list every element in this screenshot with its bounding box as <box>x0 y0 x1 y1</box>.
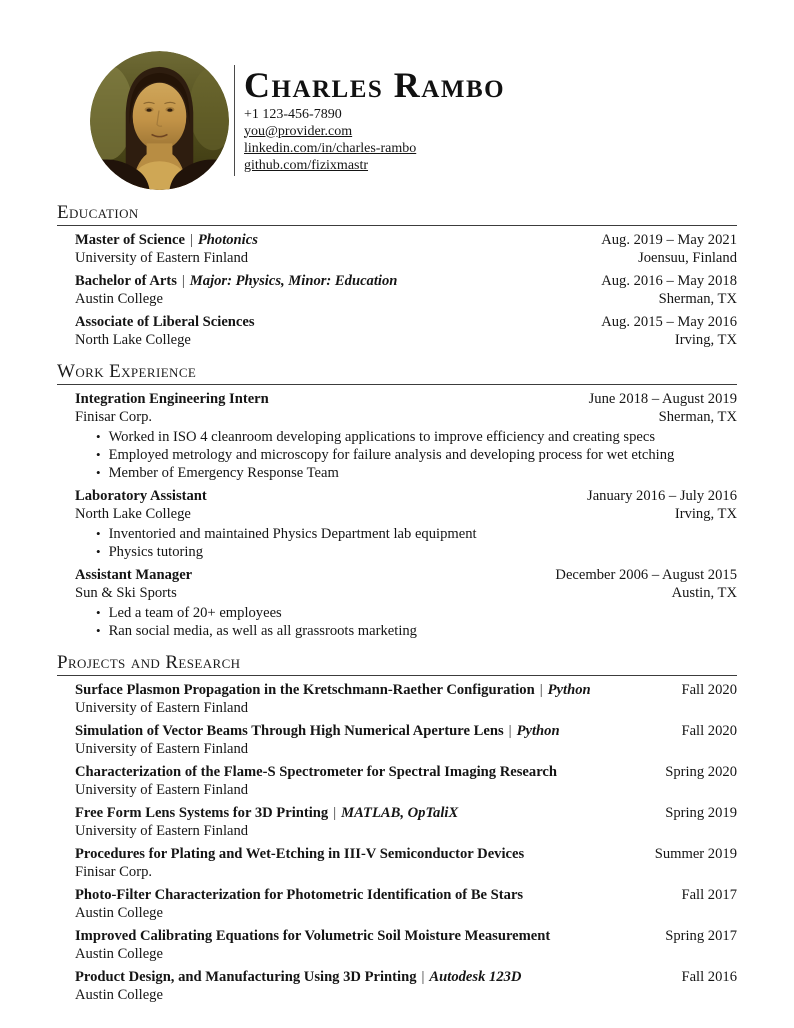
entry-header-row <box>75 232 737 250</box>
entry <box>75 488 737 561</box>
entry-subheader-row <box>75 905 737 923</box>
section-projects-and-research <box>57 652 737 1004</box>
bullet-list <box>75 604 737 640</box>
bullet-icon: • <box>96 605 101 620</box>
entry-date: Aug. 2015 – May 2016 <box>601 314 737 330</box>
entry-title: Assistant Manager <box>75 567 193 583</box>
bullet-icon: • <box>96 465 101 480</box>
entry-title-line <box>75 723 560 741</box>
bullet-text: Worked in ISO 4 cleanroom developing applications to improve efficiency and creating specs <box>108 429 656 445</box>
entry-title: Laboratory Assistant <box>75 488 207 504</box>
entry-title: Simulation of Vector Beams Through High Numerical Aperture Lens <box>75 723 504 739</box>
entry <box>75 969 737 1004</box>
bullet-icon: • <box>96 623 101 638</box>
entry-header-row <box>75 764 737 782</box>
entry-header-row <box>75 846 737 864</box>
entry-tech: Python <box>547 682 591 698</box>
entry-title-line <box>75 273 397 291</box>
bullet-item <box>96 622 737 640</box>
entry-title: Product Design, and Manufacturing Using 3D Printing <box>75 969 417 985</box>
entry-title: Integration Engineering Intern <box>75 391 269 407</box>
entry-date: Fall 2020 <box>681 723 737 739</box>
entry-organization: Finisar Corp. <box>75 408 153 425</box>
entry-title-line <box>75 846 524 864</box>
entry-date: Spring 2019 <box>665 805 737 821</box>
entry-tech: Autodesk 123D <box>429 969 522 985</box>
bullet-text: Member of Emergency Response Team <box>108 465 339 481</box>
entry-organization: Sun & Ski Sports <box>75 584 177 601</box>
bullet-item <box>96 543 737 561</box>
entry-subheader-row <box>75 987 737 1005</box>
entry-date: Aug. 2016 – May 2018 <box>601 273 737 289</box>
entry-title-line <box>75 567 192 585</box>
entry <box>75 887 737 922</box>
bullet-item <box>96 525 737 543</box>
resume-body <box>57 202 737 1004</box>
entry-organization: Austin College <box>75 945 163 962</box>
bullet-icon: • <box>96 447 101 462</box>
entry-title: Master of Science <box>75 232 185 248</box>
bullet-text: Physics tutoring <box>108 544 204 560</box>
bullet-list <box>75 428 737 482</box>
entry-title: Photo-Filter Characterization for Photometric Identification of Be Stars <box>75 887 524 903</box>
entry-subheader-row <box>75 782 737 800</box>
bullet-item <box>96 604 737 622</box>
entry-title-line <box>75 314 255 332</box>
entry-date: Fall 2016 <box>681 969 737 985</box>
entry-date: December 2006 – August 2015 <box>555 567 737 583</box>
resume-header <box>90 50 737 190</box>
entry-title: Free Form Lens Systems for 3D Printing <box>75 805 329 821</box>
section-heading: Education <box>57 202 737 226</box>
entry <box>75 314 737 349</box>
entry-subheader-row <box>75 946 737 964</box>
entry <box>75 567 737 640</box>
entry-date: Spring 2017 <box>665 928 737 944</box>
bullet-text: Inventoried and maintained Physics Department lab equipment <box>108 526 477 542</box>
entry-organization: Austin College <box>75 904 163 921</box>
entry-organization: Finisar Corp. <box>75 863 153 880</box>
entry-header-row <box>75 567 737 585</box>
bullet-text: Ran social media, as well as all grassroots marketing <box>108 623 417 639</box>
entry-location: Joensuu, Finland <box>638 249 737 266</box>
entry-title-line <box>75 682 591 700</box>
entry-title: Bachelor of Arts <box>75 273 177 289</box>
entry <box>75 723 737 758</box>
bullet-icon: • <box>96 429 101 444</box>
entry-date: Fall 2017 <box>681 887 737 903</box>
bullet-item <box>96 446 737 464</box>
entry-header-row <box>75 887 737 905</box>
entry <box>75 232 737 267</box>
bullet-icon: • <box>96 544 101 559</box>
entry <box>75 273 737 308</box>
entry-title: Improved Calibrating Equations for Volumetric Soil Moisture Measurement <box>75 928 551 944</box>
entry-title-line <box>75 928 550 946</box>
entry-title-line <box>75 232 258 250</box>
entry-organization: Austin College <box>75 986 163 1003</box>
entry-header-row <box>75 273 737 291</box>
entry-tech: Photonics <box>197 232 258 248</box>
pipe-separator: | <box>189 232 193 248</box>
entry-subheader-row <box>75 823 737 841</box>
entry <box>75 391 737 482</box>
entry-subheader-row <box>75 506 737 524</box>
entry-date: Aug. 2019 – May 2021 <box>601 232 737 248</box>
entry <box>75 764 737 799</box>
entry-title-line <box>75 391 269 409</box>
github-link[interactable]: github.com/fizixmastr <box>244 157 369 173</box>
entry-location: Irving, TX <box>674 331 737 348</box>
pipe-separator: | <box>508 723 512 739</box>
person-name: Charles Rambo <box>244 64 506 105</box>
pipe-separator: | <box>421 969 425 985</box>
bullet-text: Employed metrology and microscopy for failure analysis and developing process for wet etching <box>108 447 675 463</box>
entry-title-line <box>75 887 523 905</box>
entry-organization: University of Eastern Finland <box>75 249 249 266</box>
header-text <box>234 65 505 176</box>
entry-header-row <box>75 314 737 332</box>
entry-header-row <box>75 969 737 987</box>
entry-title: Procedures for Plating and Wet-Etching in III-V Semiconductor Devices <box>75 846 525 862</box>
entry-organization: University of Eastern Finland <box>75 822 249 839</box>
entry-tech: Major: Physics, Minor: Education <box>189 273 398 289</box>
entry <box>75 928 737 963</box>
pipe-separator: | <box>181 273 185 289</box>
entry-date: June 2018 – August 2019 <box>588 391 737 407</box>
entry-subheader-row <box>75 700 737 718</box>
entry-subheader-row <box>75 741 737 759</box>
pipe-separator: | <box>539 682 543 698</box>
section-heading: Projects and Research <box>57 652 737 676</box>
entry-title-line <box>75 764 557 782</box>
entry-header-row <box>75 723 737 741</box>
entry-header-row <box>75 805 737 823</box>
entry-title: Characterization of the Flame-S Spectrometer for Spectral Imaging Research <box>75 764 558 780</box>
entry-organization: University of Eastern Finland <box>75 699 249 716</box>
entry-tech: MATLAB, OpTaliX <box>341 805 459 821</box>
entry-location: Austin, TX <box>671 584 737 601</box>
entry-title-line <box>75 969 521 987</box>
entry-organization: North Lake College <box>75 505 191 522</box>
entry-header-row <box>75 928 737 946</box>
bullet-icon: • <box>96 526 101 541</box>
entry-date: Spring 2020 <box>665 764 737 780</box>
bullet-list <box>75 525 737 561</box>
entry <box>75 682 737 717</box>
entry-location: Sherman, TX <box>658 408 737 425</box>
entry <box>75 846 737 881</box>
entry-subheader-row <box>75 332 737 350</box>
entry-title-line <box>75 488 207 506</box>
section-heading: Work Experience <box>57 361 737 385</box>
contact-block <box>244 106 505 174</box>
phone-number: +1 123-456-7890 <box>244 106 342 122</box>
bullet-item <box>96 428 737 446</box>
section-education <box>57 202 737 349</box>
entry-subheader-row <box>75 585 737 603</box>
entry-subheader-row <box>75 409 737 427</box>
entry-organization: University of Eastern Finland <box>75 781 249 798</box>
entry-organization: North Lake College <box>75 331 191 348</box>
entry-subheader-row <box>75 250 737 268</box>
entry-subheader-row <box>75 864 737 882</box>
entry-tech: Python <box>516 723 560 739</box>
pipe-separator: | <box>333 805 337 821</box>
entry-subheader-row <box>75 291 737 309</box>
entry <box>75 805 737 840</box>
entry-title: Surface Plasmon Propagation in the Kretschmann-Raether Configuration <box>75 682 535 698</box>
bullet-text: Led a team of 20+ employees <box>108 605 282 621</box>
entry-date: Fall 2020 <box>681 682 737 698</box>
entry-title: Associate of Liberal Sciences <box>75 314 255 330</box>
entry-organization: University of Eastern Finland <box>75 740 249 757</box>
entry-organization: Austin College <box>75 290 163 307</box>
linkedin-link[interactable]: linkedin.com/in/charles-rambo <box>244 140 417 156</box>
entry-date: Summer 2019 <box>654 846 737 862</box>
entry-header-row <box>75 488 737 506</box>
entry-header-row <box>75 682 737 700</box>
mona-lisa-image <box>90 51 229 190</box>
entry-location: Sherman, TX <box>658 290 737 307</box>
bullet-item <box>96 464 737 482</box>
entry-title-line <box>75 805 458 823</box>
section-work-experience <box>57 361 737 640</box>
entry-location: Irving, TX <box>674 505 737 522</box>
entry-date: January 2016 – July 2016 <box>587 488 737 504</box>
profile-photo <box>90 51 229 190</box>
email-link[interactable]: you@provider.com <box>244 123 353 139</box>
entry-header-row <box>75 391 737 409</box>
